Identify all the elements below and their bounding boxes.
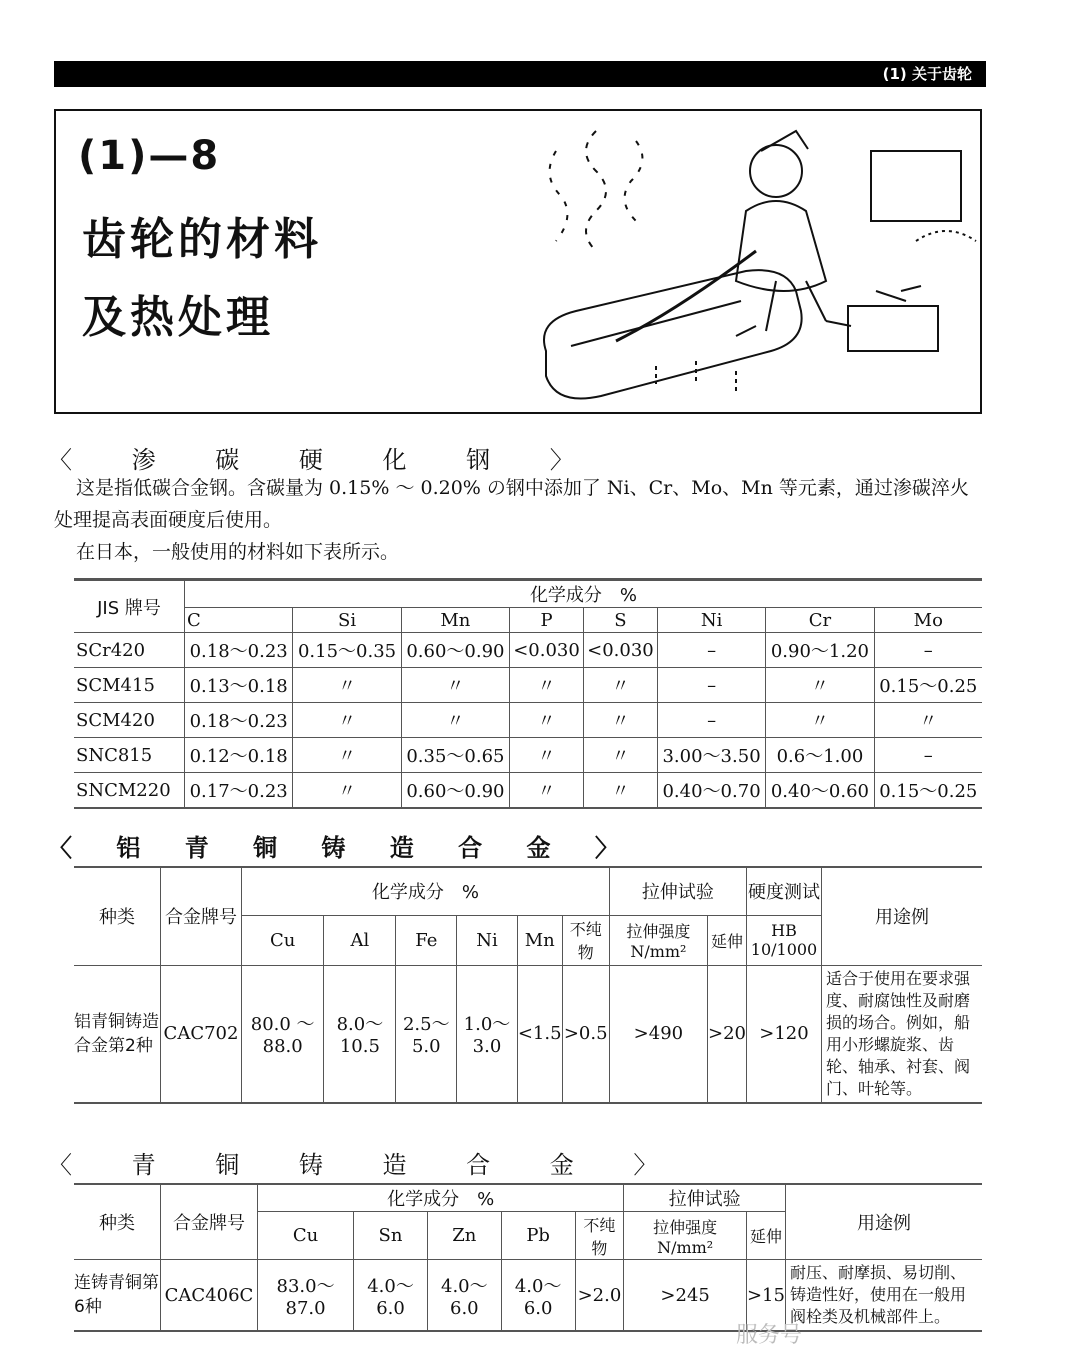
value-cell: 〃 (401, 703, 509, 738)
elongation-cell: >20 (707, 965, 746, 1103)
tensile-header: 拉伸试验 (609, 867, 746, 915)
al-bronze-table (74, 866, 982, 1104)
carburized-steel-description: 这是指低碳合金钢。含碳量为 0.15% ～ 0.20% の钢中添加了 Ni、Cr、Mo、Mn 等元素，通过渗碳淬火处理提高表面硬度后使用。 (54, 477, 969, 531)
mn-cell: <1.5 (517, 965, 562, 1103)
value-cell: 〃 (510, 773, 584, 809)
elongation-cell: >15 (746, 1260, 785, 1332)
value-cell: 0.90～1.20 (766, 633, 874, 668)
hardness-cell: >120 (747, 965, 822, 1103)
table-row (74, 965, 982, 1103)
value-cell: 〃 (766, 668, 874, 703)
use-header: 用途例 (822, 867, 983, 965)
strength-cell: >245 (624, 1260, 747, 1332)
value-cell: 3.00～3.50 (657, 738, 765, 773)
grade-cell: SNCM220 (74, 773, 185, 809)
value-cell: 〃 (293, 773, 401, 809)
value-cell: 0.15～0.25 (874, 773, 982, 809)
table-row (74, 773, 982, 809)
col-pb: Pb (501, 1212, 575, 1260)
type-cell: 铝青铜铸造合金第2种 (74, 965, 161, 1103)
value-cell: 〃 (874, 703, 982, 738)
grade-header: 合金牌号 (161, 1184, 258, 1260)
value-cell: 〃 (293, 738, 401, 773)
grade-cell: SNC815 (74, 738, 185, 773)
col-ni: Ni (657, 608, 765, 633)
value-cell: 0.40～0.60 (766, 773, 874, 809)
cu-cell: 80.0 ～ 88.0 (242, 965, 324, 1103)
col-sn: Sn (354, 1212, 428, 1260)
use-header: 用途例 (786, 1184, 983, 1260)
col-elongation: 延伸 (707, 915, 746, 965)
col-impurity: 不纯物 (575, 1212, 624, 1260)
col-zn: Zn (427, 1212, 501, 1260)
bronze-heading: 〈 青 铜 铸 造 合 金 〉 (48, 1151, 684, 1179)
value-cell: – (657, 668, 765, 703)
col-mn: Mn (517, 915, 562, 965)
value-cell: 0.35～0.65 (401, 738, 509, 773)
use-cell: 耐压、耐摩损、易切削、铸造性好，使用在一般用阀栓类及机械部件上。 (786, 1260, 983, 1332)
table-row (74, 668, 982, 703)
col-c: C (185, 608, 293, 633)
hardness-header: 硬度测试 (747, 867, 822, 915)
col-al: Al (324, 915, 396, 965)
value-cell: 〃 (510, 703, 584, 738)
bronze-table (74, 1183, 982, 1332)
tensile-header: 拉伸试验 (624, 1184, 786, 1212)
value-cell: 〃 (583, 703, 657, 738)
carburized-steel-note: 在日本，一般使用的材料如下表所示。 (76, 541, 400, 563)
value-cell: 0.40～0.70 (657, 773, 765, 809)
grade-header: 合金牌号 (161, 867, 242, 965)
col-cr: Cr (766, 608, 874, 633)
value-cell: 0.18～0.23 (185, 703, 293, 738)
hero-title-line2: 及热处理 (82, 292, 274, 343)
type-header: 种类 (74, 1184, 161, 1260)
grade-cell: SCr420 (74, 633, 185, 668)
chem-header: 化学成分 % (242, 867, 610, 915)
grade-cell: CAC702 (161, 965, 242, 1103)
value-cell: <0.030 (583, 633, 657, 668)
value-cell: <0.030 (510, 633, 584, 668)
value-cell: – (657, 633, 765, 668)
sn-cell: 4.0～6.0 (354, 1260, 428, 1332)
col-elongation: 延伸 (746, 1212, 785, 1260)
value-cell: 〃 (583, 773, 657, 809)
pb-cell: 4.0～6.0 (501, 1260, 575, 1332)
chapter-hero-box (54, 109, 982, 414)
col-p: P (510, 608, 584, 633)
col-fe: Fe (396, 915, 457, 965)
carburized-steel-table (74, 578, 982, 809)
fe-cell: 2.5～ 5.0 (396, 965, 457, 1103)
value-cell: – (657, 703, 765, 738)
col-s: S (583, 608, 657, 633)
strength-cell: >490 (609, 965, 707, 1103)
value-cell: 〃 (583, 668, 657, 703)
table-row (74, 633, 982, 668)
value-cell: – (874, 633, 982, 668)
ni-cell: 1.0～ 3.0 (457, 965, 518, 1103)
impurity-cell: >0.5 (562, 965, 609, 1103)
value-cell: 0.6～1.00 (766, 738, 874, 773)
blacksmith-illustration (476, 111, 982, 414)
col-cu: Cu (258, 1212, 354, 1260)
value-cell: 0.15～0.25 (874, 668, 982, 703)
cu-cell: 83.0～87.0 (258, 1260, 354, 1332)
value-cell: 0.60～0.90 (401, 633, 509, 668)
grade-cell: SCM415 (74, 668, 185, 703)
chemical-composition-header: 化学成分 % (185, 580, 983, 608)
table-row (74, 738, 982, 773)
al-bronze-heading: 〈 铝 青 铜 铸 造 合 金 〉 (48, 834, 637, 862)
value-cell: 0.17～0.23 (185, 773, 293, 809)
col-cu: Cu (242, 915, 324, 965)
value-cell: 〃 (766, 703, 874, 738)
al-cell: 8.0～ 10.5 (324, 965, 396, 1103)
chapter-label: (1) 关于齿轮 (882, 65, 972, 83)
col-ni: Ni (457, 915, 518, 965)
value-cell: 0.60～0.90 (401, 773, 509, 809)
grade-cell: SCM420 (74, 703, 185, 738)
value-cell: 〃 (583, 738, 657, 773)
type-header: 种类 (74, 867, 161, 965)
grade-cell: CAC406C (161, 1260, 258, 1332)
use-cell: 适合于使用在要求强度、耐腐蚀性及耐磨损的场合。例如，船用小形螺旋浆、齿轮、轴承、衬套、阀门、叶轮等。 (822, 965, 983, 1103)
col-impurity: 不纯物 (562, 915, 609, 965)
jis-grade-header: JIS 牌号 (74, 580, 185, 633)
col-tensile-strength: 拉伸强度 N/mm² (609, 915, 707, 965)
watermark: 服务号 (736, 1323, 803, 1348)
value-cell: 〃 (510, 668, 584, 703)
table-row (74, 1260, 982, 1332)
value-cell: 0.18～0.23 (185, 633, 293, 668)
col-hb: HB 10/1000 (747, 915, 822, 965)
col-mo: Mo (874, 608, 982, 633)
value-cell: 〃 (293, 703, 401, 738)
hero-title-line1: 齿轮的材料 (82, 214, 322, 265)
value-cell: – (874, 738, 982, 773)
table-row (74, 703, 982, 738)
section-number: (1)—8 (78, 133, 221, 179)
zn-cell: 4.0～6.0 (427, 1260, 501, 1332)
carburized-steel-heading: 〈 渗 碳 硬 化 钢 〉 (48, 446, 600, 474)
value-cell: 〃 (293, 668, 401, 703)
value-cell: 0.12～0.18 (185, 738, 293, 773)
value-cell: 〃 (401, 668, 509, 703)
chem-header: 化学成分 % (258, 1184, 624, 1212)
impurity-cell: >2.0 (575, 1260, 624, 1332)
col-tensile-strength: 拉伸强度 N/mm² (624, 1212, 747, 1260)
chapter-header-bar (54, 61, 986, 87)
col-mn: Mn (401, 608, 509, 633)
value-cell: 0.13～0.18 (185, 668, 293, 703)
value-cell: 〃 (510, 738, 584, 773)
value-cell: 0.15～0.35 (293, 633, 401, 668)
col-si: Si (293, 608, 401, 633)
type-cell: 连铸青铜第6种 (74, 1260, 161, 1332)
